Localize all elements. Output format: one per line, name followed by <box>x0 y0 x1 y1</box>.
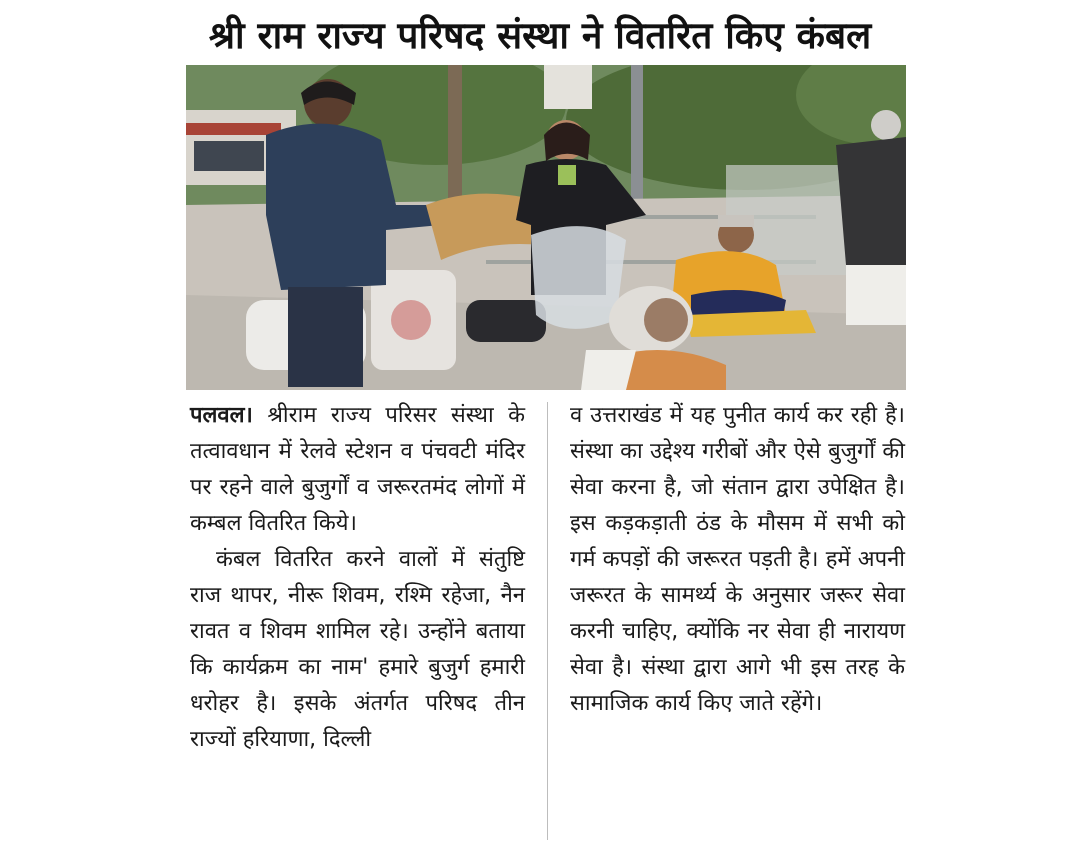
dateline: पलवल। <box>190 403 253 428</box>
headline: श्री राम राज्य परिषद संस्था ने वितरित किए कंबल <box>208 14 872 57</box>
paragraph-intro-text: श्रीराम राज्य परिसर संस्था के तत्वावधान में रेलवे स्टेशन व पंचवटी मंदिर पर रहने वाले बुजुर्गों व जरूरतमंद लोगों में कम्बल वितरित किये। <box>190 403 525 536</box>
paragraph-distributors: कंबल वितरित करने वालों में संतुष्टि राज थापर, नीरू शिवम, रश्मि रहेजा, नैन रावत व शिवम शामिल रहे। उन्होंने बताया कि कार्यक्रम का नाम' हमारे बुजुर्ग हमारी धरोहर है। इसके अंतर्गत परिषद तीन राज्यों हरियाणा, दिल्ली <box>190 547 525 752</box>
paragraph-intro <box>190 398 525 542</box>
article-column-left <box>190 398 525 758</box>
news-photo <box>186 65 906 390</box>
article-column-right <box>570 398 905 722</box>
column-divider <box>547 402 548 840</box>
paragraph-purpose: व उत्तराखंड में यह पुनीत कार्य कर रही है। संस्था का उद्देश्य गरीबों और ऐसे बुजुर्गों की सेवा करना है, जो संतान द्वारा उपेक्षित है। इस कड़कड़ाती ठंड के मौसम में सभी को गर्म कपड़ों की जरूरत पड़ती है। हमें अपनी जरूरत के सामर्थ्य के अनुसार जरूर सेवा करनी चाहिए, क्योंकि नर सेवा ही नारायण सेवा है। संस्था द्वारा आगे भी इस तरह के सामाजिक कार्य किए जाते रहेंगे। <box>570 403 905 716</box>
